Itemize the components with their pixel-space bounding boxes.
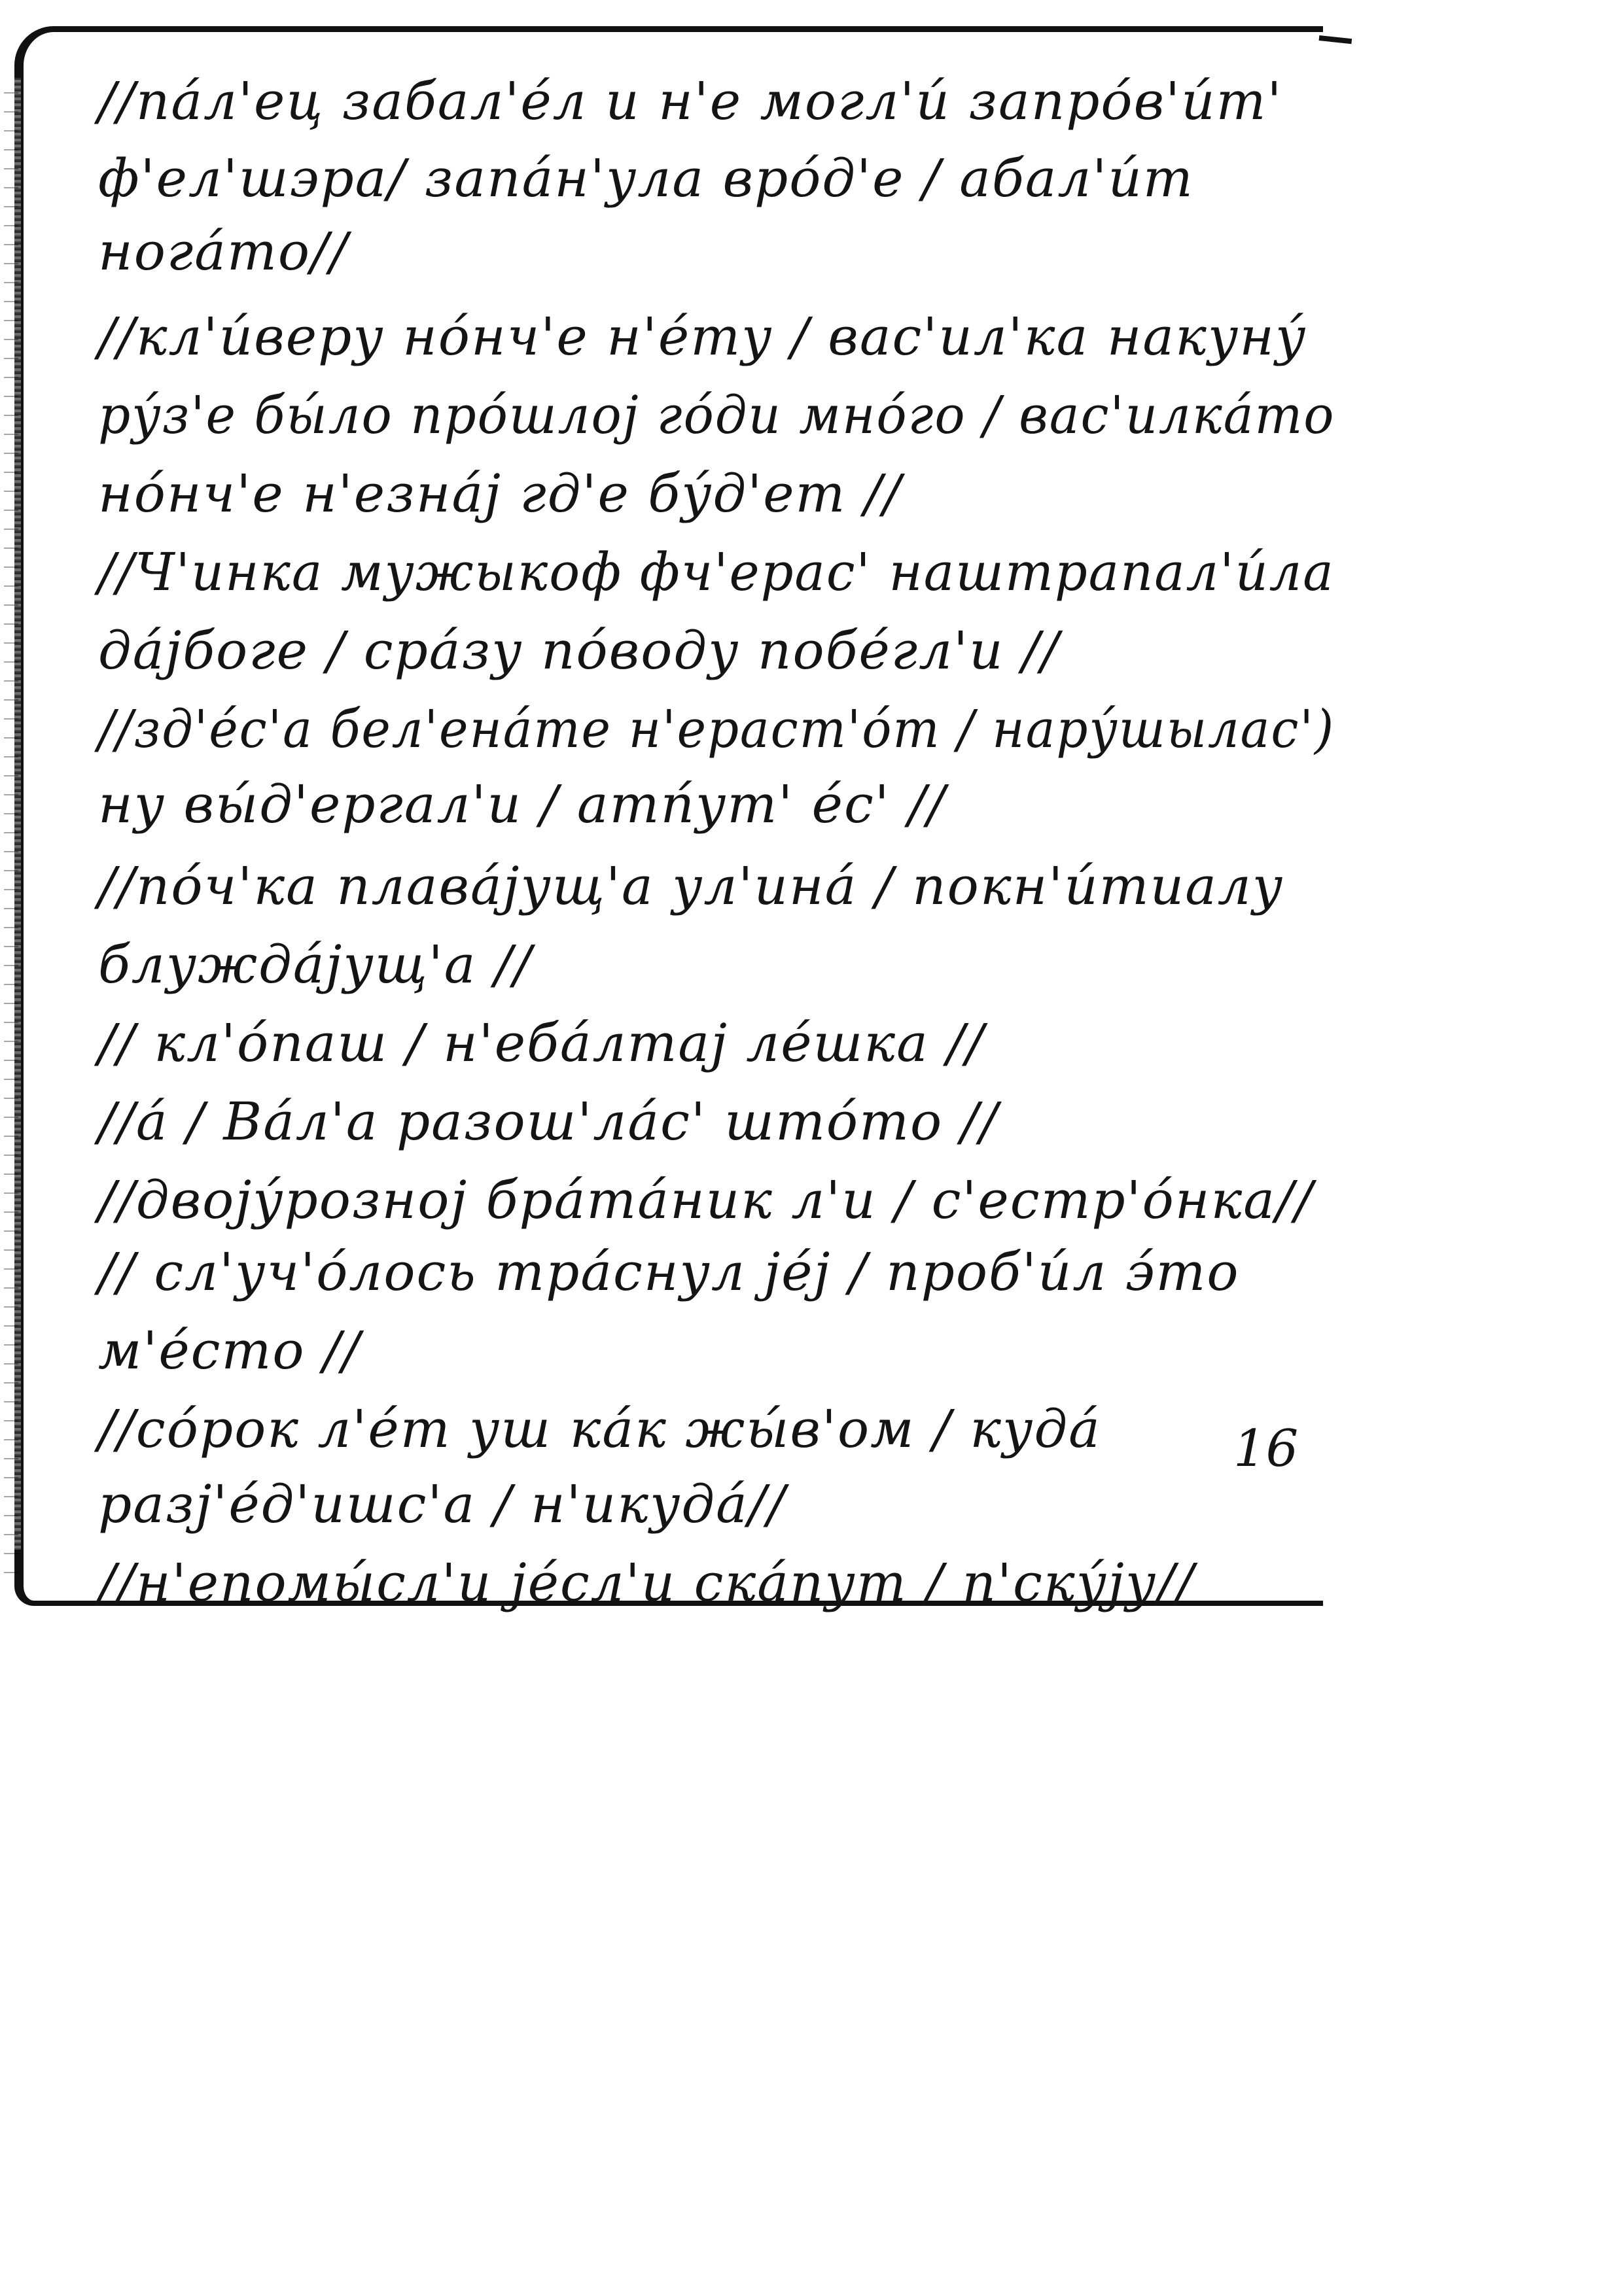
handwritten-line: //по́ч'ка плава́јущ'а ул'ина́ / покн'и́тиалу [98,856,1284,916]
handwritten-line: // кл'о́паш / н'еба́лтај ле́шка // [98,1013,985,1073]
handwritten-line: разј'е́д'ишс'а / н'икуда́// [98,1474,786,1535]
handwritten-line: нога́то// [98,221,349,282]
handwritten-line: блужда́јущ'а // [98,934,533,995]
handwritten-line: //а́ / Ва́л'а разош'ла́с' што́то // [98,1091,999,1152]
handwritten-line: но́нч'е н'езна́ј гд'е бу́д'ет // [98,463,902,524]
page-number: 16 [1233,1419,1299,1478]
handwritten-line: да́јбоге / сра́зу по́воду побе́гл'и // [98,620,1060,681]
handwritten-line: ну вы́д'ергал'и / атп́ут' е́с' // [98,774,947,835]
handwritten-line: //кл'и́веру но́нч'е н'е́ту / вас'ил'ка накуну́ [98,306,1307,367]
handwritten-line: //двоју́розној бра́та́ник л'и / с'естр'о́нка// [98,1170,1314,1230]
handwritten-line: ф'ел'шэра/ запа́н'ула вро́д'е / абал'и́т [98,148,1194,209]
handwritten-line: //со́рок л'е́т уш ка́к жы́в'ом / куда́ [98,1399,1101,1459]
handwritten-line: // сл'уч'о́лось тра́снул је́ј / проб'и́л э́то [98,1242,1240,1302]
handwritten-line: //па́л'ец забал'е́л и н'е могл'и́ запро́в'и́т' [98,71,1283,131]
handwritten-line: ру́з'е бы́ло про́шлој го́ди мно́го / вас'илка́то [98,385,1335,445]
handwritten-line: м'е́сто // [98,1320,361,1381]
handwritten-line: //н'епомы́сл'и је́сл'и ска́пут / п'ску́ју// [98,1552,1195,1613]
handwritten-line: //Ч'инка мужыкоф фч'ерас' наштрапал'и́ла [98,542,1335,602]
handwritten-line: //зд'е́с'а бел'ена́те н'ераст'о́т / нару́шылас') [98,699,1335,759]
